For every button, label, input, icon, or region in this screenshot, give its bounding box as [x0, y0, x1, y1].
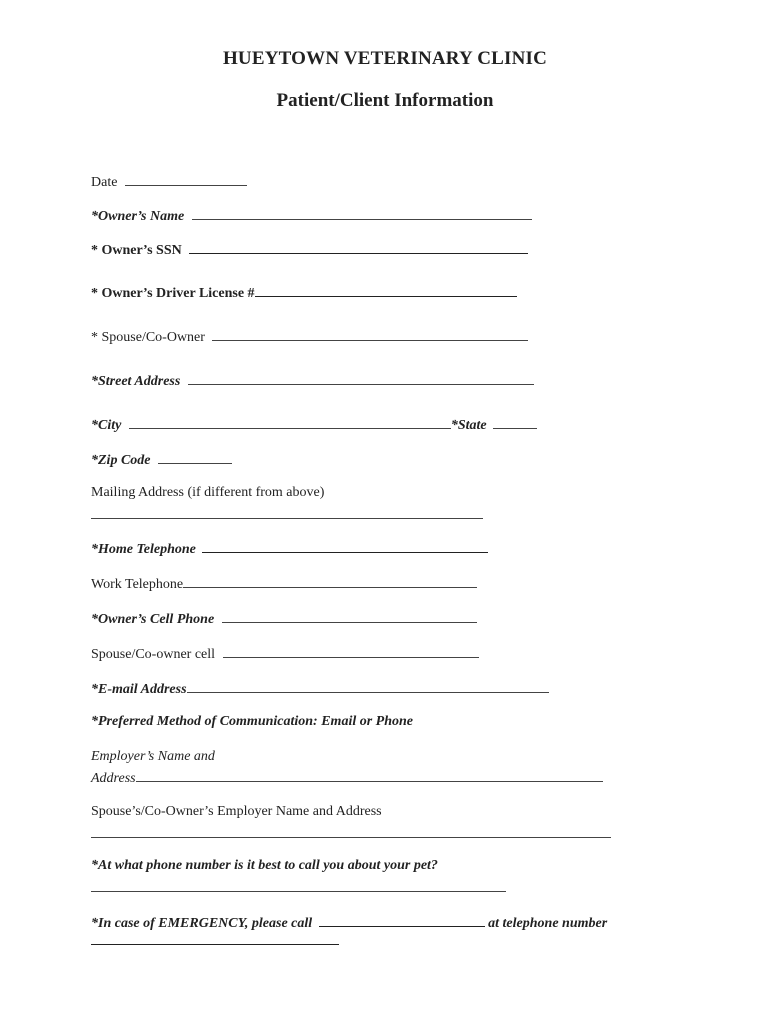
- best-phone-field[interactable]: [91, 891, 506, 892]
- emergency-contact-field[interactable]: [319, 912, 485, 927]
- home-telephone-row: [91, 538, 488, 559]
- home-telephone-label: *Home Telephone: [91, 542, 196, 557]
- city-label: *City: [91, 418, 122, 433]
- city-field[interactable]: [129, 414, 451, 429]
- zip-field[interactable]: [158, 449, 232, 464]
- owners-cell-row: [91, 608, 477, 629]
- owners-license-field[interactable]: [255, 282, 517, 297]
- owners-name-field[interactable]: [192, 205, 532, 220]
- spouse-employer-label: Spouse’s/Co-Owner’s Employer Name and Address: [91, 804, 382, 819]
- street-address-row: [91, 370, 534, 391]
- emergency-telephone-field[interactable]: [91, 944, 339, 945]
- emergency-label: *In case of EMERGENCY, please call: [91, 916, 313, 931]
- zip-row: [91, 449, 232, 470]
- owners-name-row: [91, 205, 532, 226]
- employer-label-line1: Employer’s Name and: [91, 749, 215, 764]
- spouse-label: * Spouse/Co-Owner: [91, 330, 205, 345]
- spouse-cell-row: [91, 643, 479, 664]
- work-telephone-row: [91, 573, 477, 594]
- street-address-label: *Street Address: [91, 374, 181, 389]
- spouse-row: [91, 326, 528, 347]
- owners-cell-label: *Owner’s Cell Phone: [91, 612, 215, 627]
- work-telephone-field[interactable]: [183, 573, 477, 588]
- owners-cell-field[interactable]: [222, 608, 477, 623]
- date-row: [91, 171, 247, 192]
- employer-row: [91, 767, 603, 788]
- work-telephone-label: Work Telephone: [91, 577, 184, 592]
- owners-license-label: * Owner’s Driver License #: [91, 286, 255, 301]
- mailing-address-label: Mailing Address (if different from above): [91, 485, 325, 500]
- email-label: *E-mail Address: [91, 682, 187, 697]
- email-row: [91, 678, 549, 699]
- street-address-field[interactable]: [188, 370, 534, 385]
- spouse-cell-label: Spouse/Co-owner cell: [91, 647, 216, 662]
- employer-field[interactable]: [136, 767, 603, 782]
- date-label: Date: [91, 175, 118, 190]
- owners-ssn-label: * Owner’s SSN: [91, 243, 182, 258]
- mailing-address-field[interactable]: [91, 518, 483, 519]
- spouse-field[interactable]: [212, 326, 528, 341]
- best-phone-label: *At what phone number is it best to call you about your pet?: [91, 858, 438, 873]
- city-state-row: [91, 414, 537, 435]
- owners-ssn-row: [91, 239, 528, 260]
- emergency-row: [91, 912, 607, 933]
- emergency-telephone-label: at telephone number: [488, 916, 608, 931]
- form-title: Patient/Client Information: [276, 90, 494, 111]
- home-telephone-field[interactable]: [202, 538, 488, 553]
- owners-license-row: [91, 282, 517, 303]
- employer-label-line2: Address: [91, 771, 136, 786]
- state-label: *State: [450, 418, 487, 433]
- state-field[interactable]: [493, 414, 537, 429]
- email-field[interactable]: [187, 678, 549, 693]
- clinic-name: HUEYTOWN VETERINARY CLINIC: [222, 48, 548, 69]
- date-field[interactable]: [125, 171, 247, 186]
- preferred-method-label: *Preferred Method of Communication: Email or Phone: [91, 714, 414, 729]
- owners-name-label: *Owner’s Name: [91, 209, 185, 224]
- spouse-cell-field[interactable]: [223, 643, 479, 658]
- zip-label: *Zip Code: [91, 453, 151, 468]
- spouse-employer-field[interactable]: [91, 837, 611, 838]
- owners-ssn-field[interactable]: [189, 239, 528, 254]
